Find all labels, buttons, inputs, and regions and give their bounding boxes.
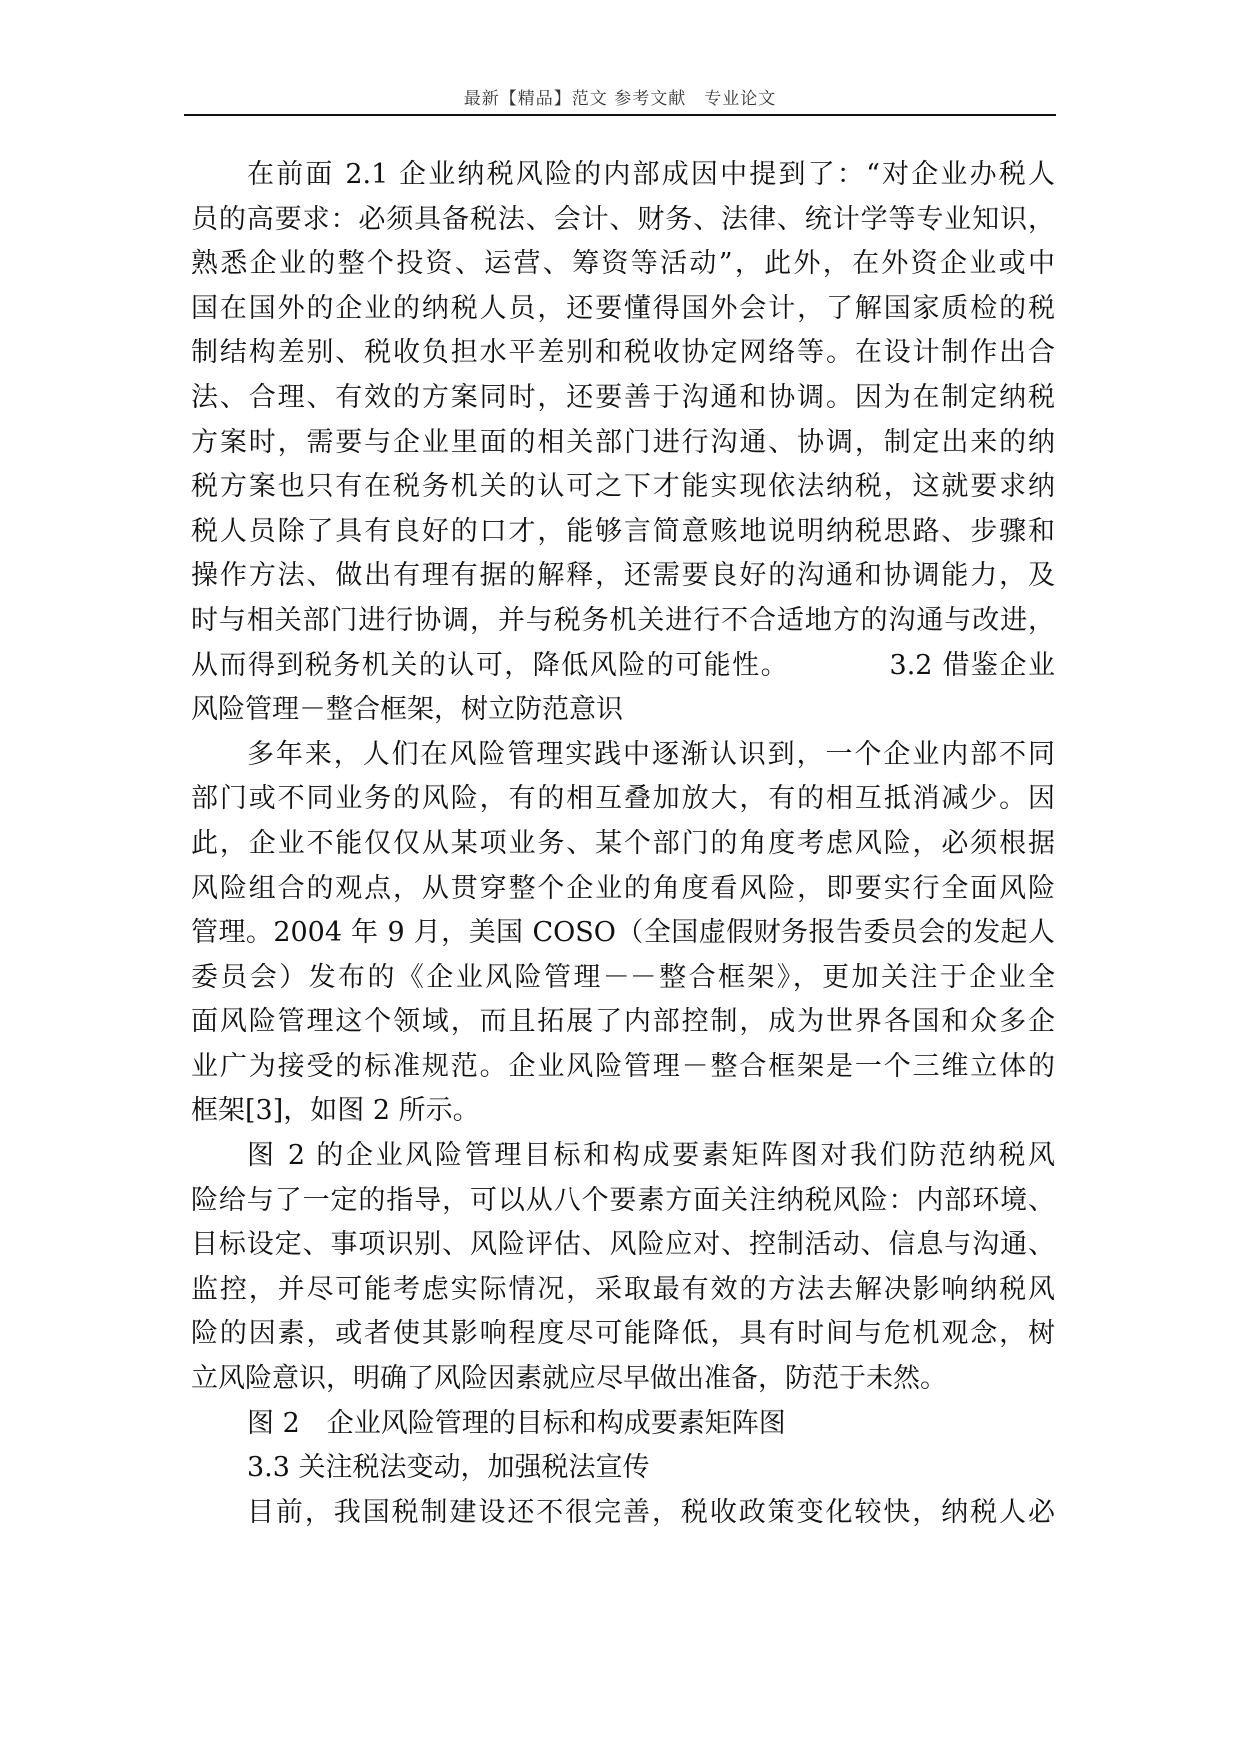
text-line: 制结构差别、税收负担水平差别和税收协定网络等。在设计制作出合 [191, 337, 1055, 369]
section-heading-3-3: 3.3 关注税法变动，加强税法宣传 [247, 1452, 650, 1484]
text-line: 监控，并尽可能考虑实际情况，采取最有效的方法去解决影响纳税风 [191, 1273, 1055, 1305]
text-line: 方案时，需要与企业里面的相关部门进行沟通、协调，制定出来的纳 [191, 426, 1055, 458]
header-divider [184, 114, 1056, 116]
text-line: 操作方法、做出有理有据的解释，还需要良好的沟通和协调能力，及 [191, 560, 1055, 592]
text-line: 此，企业不能仅仅从某项业务、某个部门的角度考虑风险，必须根据 [191, 827, 1055, 859]
text-line: 时与相关部门进行协调，并与税务机关进行不合适地方的沟通与改进， [191, 604, 1055, 636]
text-line: 在前面 2.1 企业纳税风险的内部成因中提到了：“对企业办税人 [247, 159, 1055, 190]
text-line: 法、合理、有效的方案同时，还要善于沟通和协调。因为在制定纳税 [191, 381, 1055, 413]
text-line: 目标设定、事项识别、风险评估、风险应对、控制活动、信息与沟通、 [191, 1229, 1055, 1261]
text-line: 业广为接受的标准规范。企业风险管理－整合框架是一个三维立体的 [191, 1050, 1055, 1082]
text-line: 风险组合的观点，从贯穿整个企业的角度看风险，即要实行全面风险 [191, 872, 1055, 904]
figure-caption: 图 2 企业风险管理的目标和构成要素矩阵图 [247, 1407, 786, 1439]
section-heading-3-2: 风险管理－整合框架，树立防范意识 [191, 694, 623, 726]
text-line: 委员会）发布的《企业风险管理－－整合框架》，更加关注于企业全 [191, 961, 1055, 993]
text-line: 税方案也只有在税务机关的认可之下才能实现依法纳税，这就要求纳 [191, 471, 1055, 503]
text-line: 税人员除了具有良好的口才，能够言简意赅地说明纳税思路、步骤和 [191, 515, 1055, 547]
text-line: 从而得到税务机关的认可，降低风险的可能性。 3.2 借鉴企业 [191, 649, 1055, 681]
document-body [191, 153, 1055, 1535]
text-line: 多年来，人们在风险管理实践中逐渐认识到，一个企业内部不同 [247, 738, 1055, 770]
text-line: 目前，我国税制建设还不很完善，税收政策变化较快，纳税人必 [247, 1496, 1055, 1528]
text-line: 国在国外的企业的纳税人员，还要懂得国外会计，了解国家质检的税 [191, 292, 1055, 324]
text-line: 图 2 的企业风险管理目标和构成要素矩阵图对我们防范纳税风 [247, 1140, 1055, 1172]
text-line: 险给与了一定的指导，可以从八个要素方面关注纳税风险：内部环境、 [191, 1184, 1055, 1216]
text-line: 框架[3]，如图 2 所示。 [191, 1095, 480, 1127]
text-line: 险的因素，或者使其影响程度尽可能降低，具有时间与危机观念，树 [191, 1318, 1055, 1350]
page-header: 最新【精品】范文 参考文献 专业论文 [463, 89, 777, 109]
text-line: 立风险意识，明确了风险因素就应尽早做出准备，防范于未然。 [191, 1363, 947, 1395]
text-line: 管理。2004 年 9 月，美国 COSO（全国虚假财务报告委员会的发起人 [191, 917, 1055, 949]
text-line: 熟悉企业的整个投资、运营、筹资等活动”，此外，在外资企业或中 [191, 248, 1055, 280]
text-line: 员的高要求：必须具备税法、会计、财务、法律、统计学等专业知识， [191, 203, 1055, 235]
text-line: 面风险管理这个领域，而且拓展了内部控制，成为世界各国和众多企 [191, 1006, 1055, 1038]
text-line: 部门或不同业务的风险，有的相互叠加放大，有的相互抵消减少。因 [191, 783, 1055, 815]
